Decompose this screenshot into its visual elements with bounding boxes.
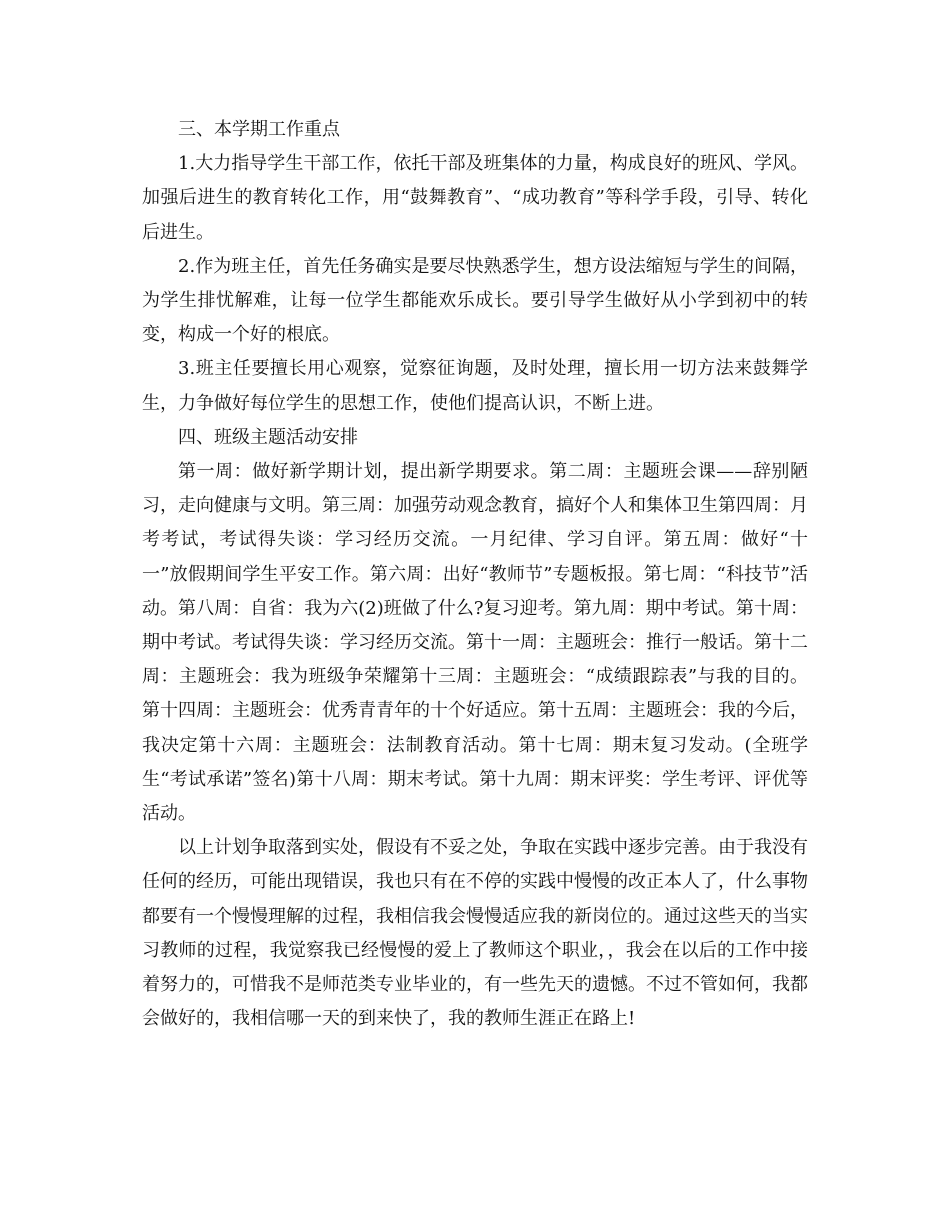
work-item-3: 3.班主任要擅长用心观察，觉察征询题，及时处理，擅长用一切方法来鼓舞学生，力争做好每位学生的思想工作，使他们提高认识，不断上进。 <box>142 358 808 414</box>
document-body <box>142 113 808 1036</box>
section-heading-work-focus: 三、本学期工作重点 <box>178 119 340 140</box>
work-item-2: 2.作为班主任，首先任务确实是要尽快熟悉学生，想方设法缩短与学生的间隔，为学生排忧解难，让每一位学生都能欢乐成长。要引导学生做好从小学到初中的转变，构成一个好的根底。 <box>142 255 808 346</box>
section-heading-activities: 四、班级主题活动安排 <box>178 426 358 448</box>
work-item-1: 1.大力指导学生干部工作，依托干部及班集体的力量，构成良好的班风、学风。加强后进生的教育转化工作，用“鼓舞教育”、“成功教育”等科学手段，引导、转化后进生。 <box>142 153 808 243</box>
closing-paragraph: 以上计划争取落到实处，假设有不妥之处，争取在实践中逐步完善。由于我没有任何的经历，可能出现错误，我也只有在不停的实践中慢慢的改正本人了，什么事物都要有一个慢慢理解的过程，我相信我会慢慢适应我的新岗位的。通过这些天的当实习教师的过程，我觉察我已经慢慢的爱上了教师这个职业，，我会在以后的工作中接着努力的，可惜我不是师范类专业毕业的，有一些先天的遗憾。不过不管如何，我都会做好的，我相信哪一天的到来快了，我的教师生涯正在路上! <box>142 837 808 1030</box>
weekly-schedule-paragraph: 第一周：做好新学期计划，提出新学期要求。第二周：主题班会课——辞别陋习，走向健康与文明。第三周：加强劳动观念教育，搞好个人和集体卫生第四周：月考考试，考试得失谈：学习经历交流。一月纪律、学习自评。第五周：做好“十一”放假期间学生平安工作。第六周：出好“教师节”专题板报。第七周：“科技节”活动。第八周：自省：我为六(2)班做了什么?复习迎考。第九周：期中考试。第十周：期中考试。考试得失谈：学习经历交流。第十一周：主题班会：推行一般话。第十二周：主题班会：我为班级争荣耀第十三周：主题班会：“成绩跟踪表”与我的目的。第十四周：主题班会：优秀青青年的十个好适应。第十五周：主题班会：我的今后，我决定第十六周：主题班会：法制教育活动。第十七周：期末复习发动。(全班学生“考试承诺”签名)第十八周：期末考试。第十九周：期末评奖：学生考评、评优等活动。 <box>142 461 808 825</box>
